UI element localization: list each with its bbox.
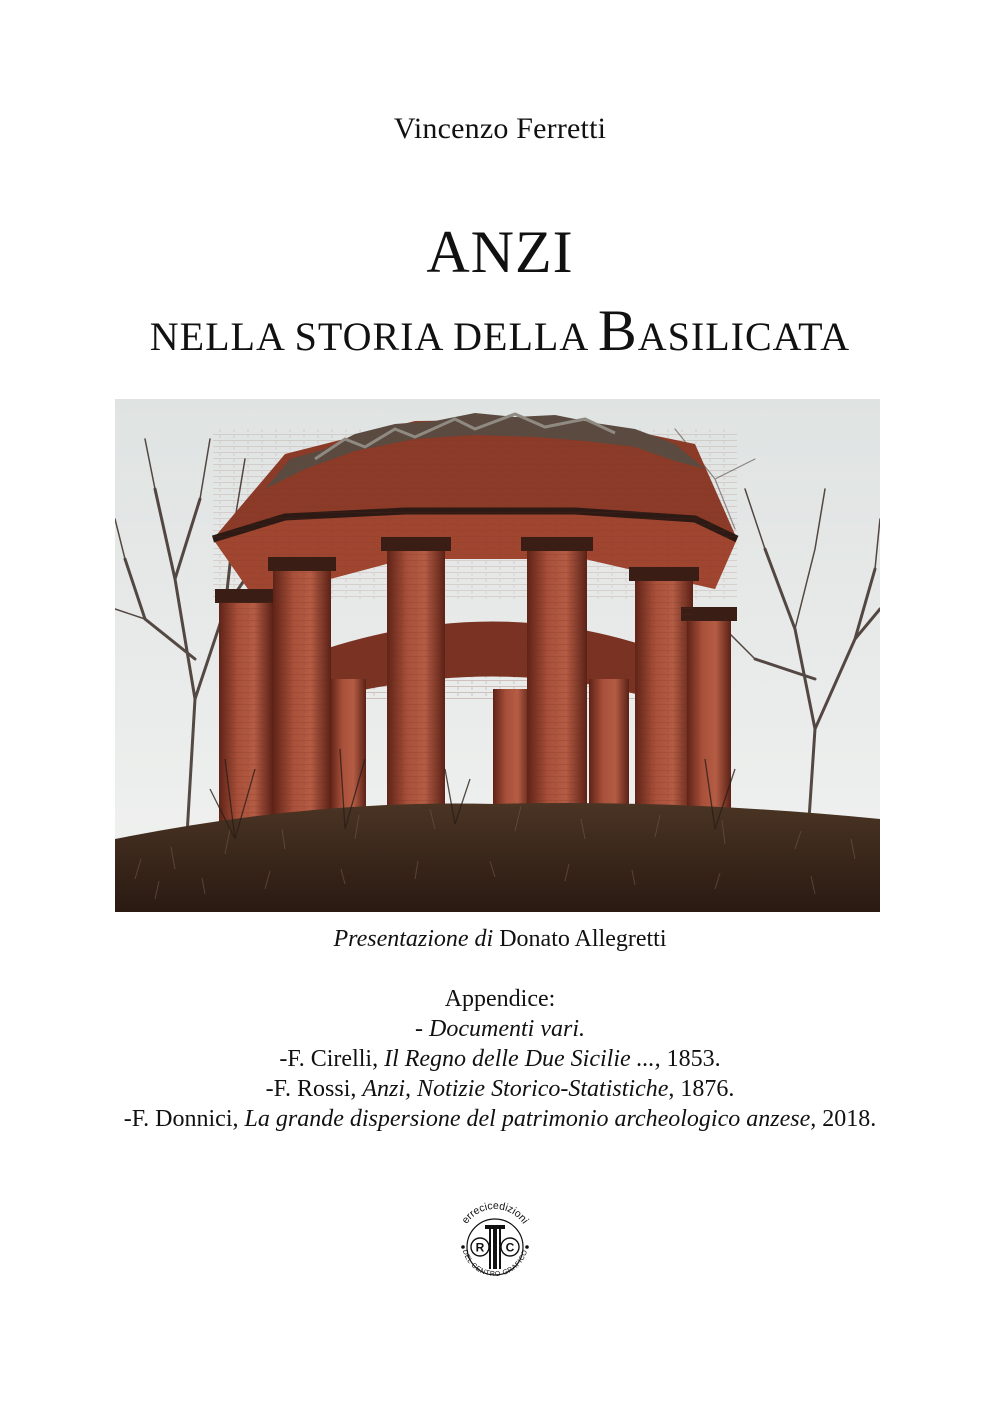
author-name: Vincenzo Ferretti bbox=[393, 112, 607, 145]
appendix-item-prefix: - bbox=[415, 1016, 430, 1042]
appendix-item-title: La grande dispersione del patrimonio archeologico anzese, bbox=[244, 1106, 817, 1132]
appendix-item-prefix: -F. Rossi, bbox=[265, 1076, 363, 1102]
publisher-logo bbox=[449, 1191, 541, 1291]
book-title: ANZI bbox=[426, 219, 574, 285]
presenter-name: Donato Allegretti bbox=[493, 926, 667, 952]
appendix-item-suffix: 2018. bbox=[816, 1106, 877, 1132]
appendix-heading: Appendice: bbox=[444, 986, 556, 1012]
appendix-item-title: Il Regno delle Due Sicilie ..., bbox=[384, 1046, 661, 1072]
appendix-item-suffix: 1853. bbox=[660, 1046, 721, 1072]
subtitle-part1: NELLA STORIA DELLA bbox=[149, 314, 599, 359]
appendix-item-title: Anzi, Notizie Storico-Statistiche bbox=[362, 1076, 669, 1102]
publisher-seal-icon bbox=[449, 1191, 541, 1291]
appendix-item-title: Documenti vari. bbox=[429, 1016, 585, 1042]
presentation-line bbox=[0, 926, 1000, 953]
subtitle-part2: ASILICATA bbox=[637, 314, 851, 359]
appendix bbox=[0, 984, 1000, 1134]
appendix-item-prefix: -F. Cirelli, bbox=[279, 1046, 385, 1072]
publisher-logo-left-mark: R bbox=[475, 1240, 485, 1255]
temple-ruin-illustration bbox=[115, 399, 880, 912]
appendix-item-suffix: , 1876. bbox=[668, 1076, 735, 1102]
appendix-item bbox=[0, 1104, 1000, 1134]
appendix-item bbox=[0, 1044, 1000, 1074]
svg-text:errecicedizioni bbox=[459, 1200, 530, 1226]
publisher-logo-bottom-text: DEL CENTRO GRAFICO bbox=[460, 1248, 530, 1279]
appendix-item bbox=[0, 1074, 1000, 1104]
appendix-item-prefix: -F. Donnici, bbox=[123, 1106, 245, 1132]
book-subtitle bbox=[0, 298, 1000, 363]
publisher-logo-right-mark: C bbox=[505, 1240, 515, 1255]
appendix-item bbox=[0, 1014, 1000, 1044]
cover-photo bbox=[115, 399, 880, 912]
subtitle-big-letter: B bbox=[598, 298, 638, 363]
presentation-prefix: Presentazione di bbox=[333, 926, 494, 952]
publisher-logo-top-text: errecicedizioni bbox=[459, 1199, 531, 1227]
